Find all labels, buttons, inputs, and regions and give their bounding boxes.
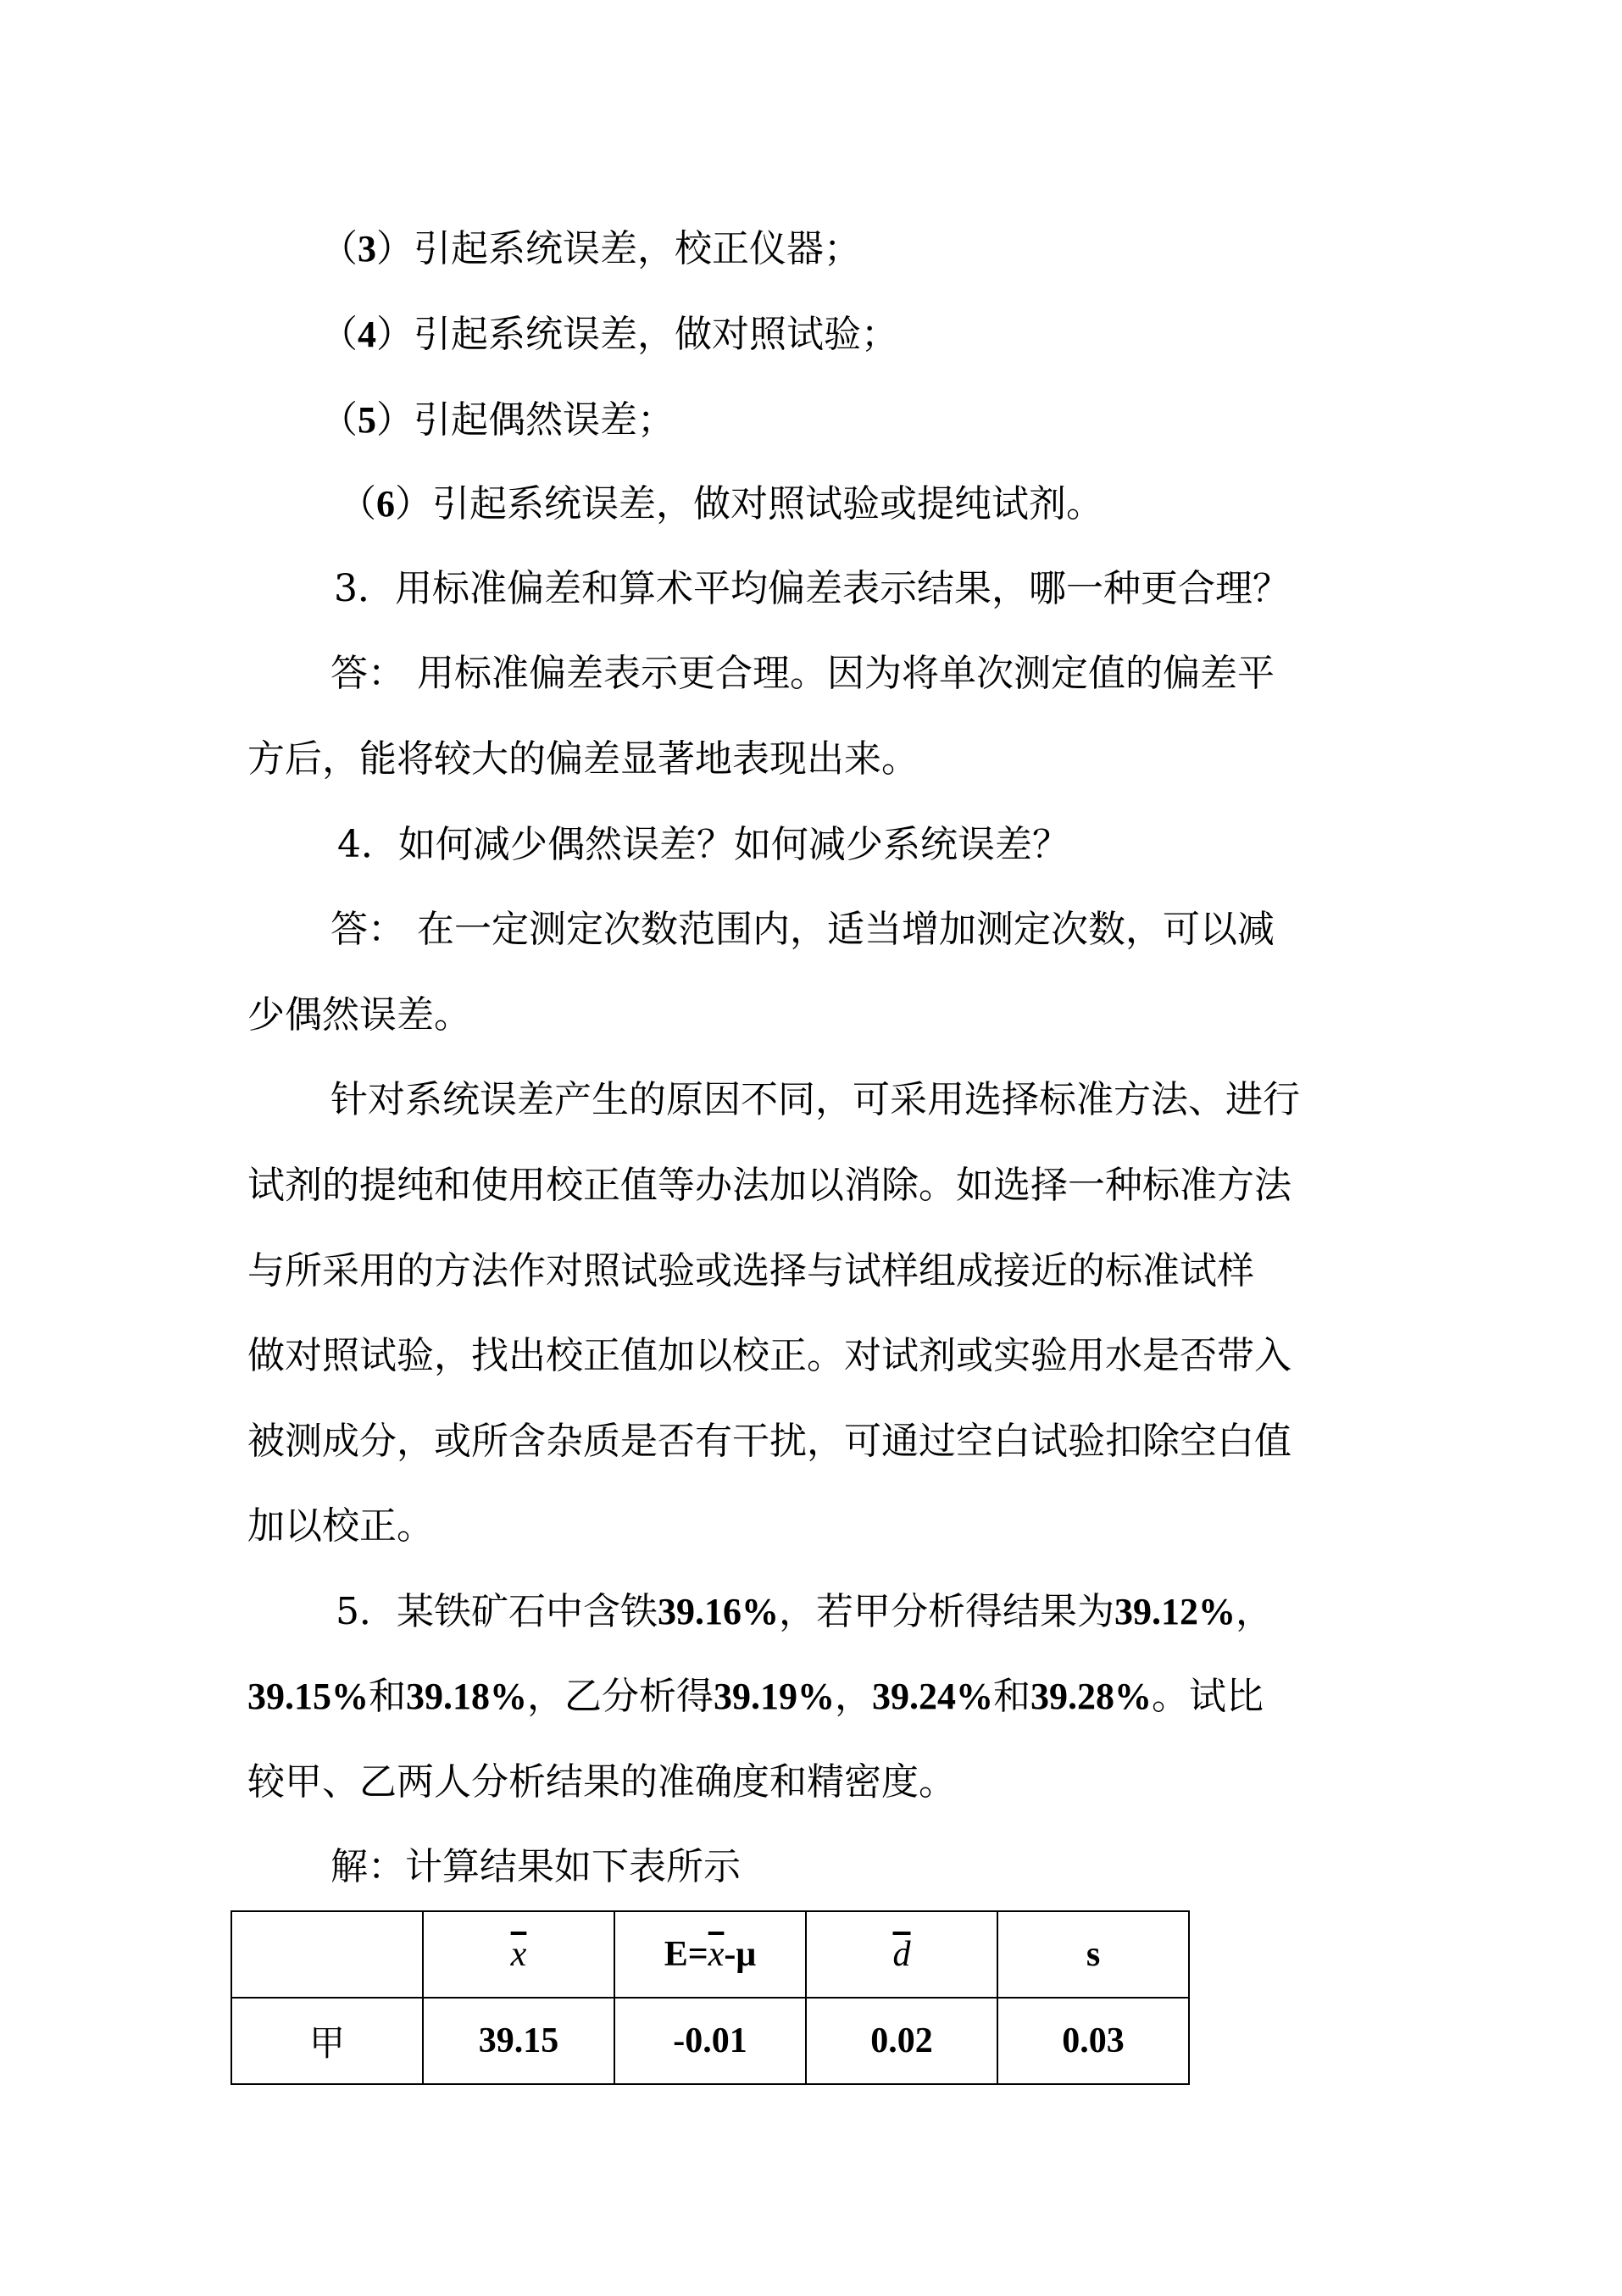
answer-4-para-line-4: 做对照试验，找出校正值加以校正。对试剂或实验用水是否带入 xyxy=(247,1334,1291,1377)
item-5-number: 5 xyxy=(358,399,376,441)
q5-l2-f: ， xyxy=(835,1675,872,1718)
q5-l1-c: ，若甲分析得结果为 xyxy=(779,1590,1114,1633)
row-label: 甲 xyxy=(231,1998,423,2084)
item-3-number: 3 xyxy=(358,228,376,270)
item-4 xyxy=(320,313,898,356)
solution-intro: 解：计算结果如下表所示 xyxy=(331,1845,741,1888)
row-mean: 39.15 xyxy=(423,1998,614,2084)
q5-l1-e: ， xyxy=(1236,1590,1273,1633)
q5-l2-h: 和 xyxy=(993,1675,1030,1718)
item-6-text: 引起系统误差，做对照试验或提纯试剂。 xyxy=(432,482,1103,525)
q5-l1-a: 5．某铁矿石中含铁 xyxy=(336,1590,658,1633)
q5-l1-d: 39.12% xyxy=(1114,1591,1236,1632)
answer-4-line-1: 答： 在一定测定次数范围内，适当增加测定次数，可以减 xyxy=(331,908,1275,951)
answer-4-para-line-5: 被测成分，或所含杂质是否有干扰，可通过空白试验扣除空白值 xyxy=(247,1420,1291,1463)
q5-l2-i: 39.28% xyxy=(1030,1676,1152,1717)
table-header-row xyxy=(231,1911,1189,1998)
question-5-line-2 xyxy=(247,1675,1264,1718)
item-3-text: 引起系统误差，校正仪器； xyxy=(414,227,861,270)
item-3 xyxy=(320,227,861,270)
error-prefix: E= xyxy=(664,1935,708,1974)
item-4-open: （ xyxy=(320,313,358,356)
item-4-close: ） xyxy=(376,313,414,356)
item-6-number: 6 xyxy=(376,483,395,525)
item-5 xyxy=(320,398,675,442)
item-5-open: （ xyxy=(320,398,358,442)
answer-4-para-line-2: 试剂的提纯和使用校正值等办法加以消除。如选择一种标准方法 xyxy=(247,1164,1291,1207)
results-table xyxy=(231,1910,1190,2085)
q5-l1-b: 39.16% xyxy=(658,1591,779,1632)
q5-l2-e: 39.19% xyxy=(714,1676,835,1717)
row-error: -0.01 xyxy=(614,1998,806,2084)
error-mean-symbol: $\overline{x}$ xyxy=(708,1935,725,1974)
q5-l2-b: 和 xyxy=(369,1675,406,1718)
q5-l2-j: 。试比 xyxy=(1152,1675,1264,1718)
q5-l2-g: 39.24% xyxy=(872,1676,993,1717)
header-avg-deviation xyxy=(806,1911,997,1998)
item-6 xyxy=(339,482,1103,525)
item-4-number: 4 xyxy=(358,314,376,355)
item-5-close: ） xyxy=(376,398,414,442)
item-5-text: 引起偶然误差； xyxy=(414,398,675,442)
q5-l2-d: ，乙分析得 xyxy=(527,1675,714,1718)
answer-4-line-2: 少偶然误差。 xyxy=(247,993,471,1037)
answer-4-para-line-6: 加以校正。 xyxy=(247,1504,434,1548)
row-std-deviation: 0.03 xyxy=(997,1998,1189,2084)
item-6-close: ） xyxy=(395,482,432,525)
avg-dev-symbol: $\overline{d}$ xyxy=(892,1935,911,1974)
q5-l2-a: 39.15% xyxy=(247,1676,369,1717)
header-empty-cell xyxy=(231,1911,423,1998)
item-6-open: （ xyxy=(339,482,376,525)
answer-4-para-line-1: 针对系统误差产生的原因不同，可采用选择标准方法、进行 xyxy=(331,1078,1300,1121)
question-4: 4．如何减少偶然误差？如何减少系统误差？ xyxy=(337,823,1069,866)
mean-symbol: $\overline{x}$ xyxy=(510,1935,527,1974)
item-3-close: ） xyxy=(376,227,414,270)
row-avg-deviation: 0.02 xyxy=(806,1998,997,2084)
q5-l2-c: 39.18% xyxy=(406,1676,527,1717)
table-row xyxy=(231,1998,1189,2084)
question-5-line-1 xyxy=(336,1590,1273,1633)
answer-3-line-2: 方后，能将较大的偏差显著地表现出来。 xyxy=(247,737,919,781)
header-std-deviation: s xyxy=(997,1911,1189,1998)
answer-3-line-1: 答： 用标准偏差表示更合理。因为将单次测定值的偏差平 xyxy=(331,652,1275,695)
error-suffix: -μ xyxy=(724,1935,757,1974)
item-3-open: （ xyxy=(320,227,358,270)
header-mean xyxy=(423,1911,614,1998)
question-5-line-3: 较甲、乙两人分析结果的准确度和精密度。 xyxy=(247,1760,956,1804)
item-4-text: 引起系统误差，做对照试验； xyxy=(414,313,898,356)
header-error xyxy=(614,1911,806,1998)
answer-4-para-line-3: 与所采用的方法作对照试验或选择与试样组成接近的标准试样 xyxy=(247,1249,1254,1293)
question-3: 3．用标准偏差和算术平均偏差表示结果，哪一种更合理？ xyxy=(334,567,1290,610)
